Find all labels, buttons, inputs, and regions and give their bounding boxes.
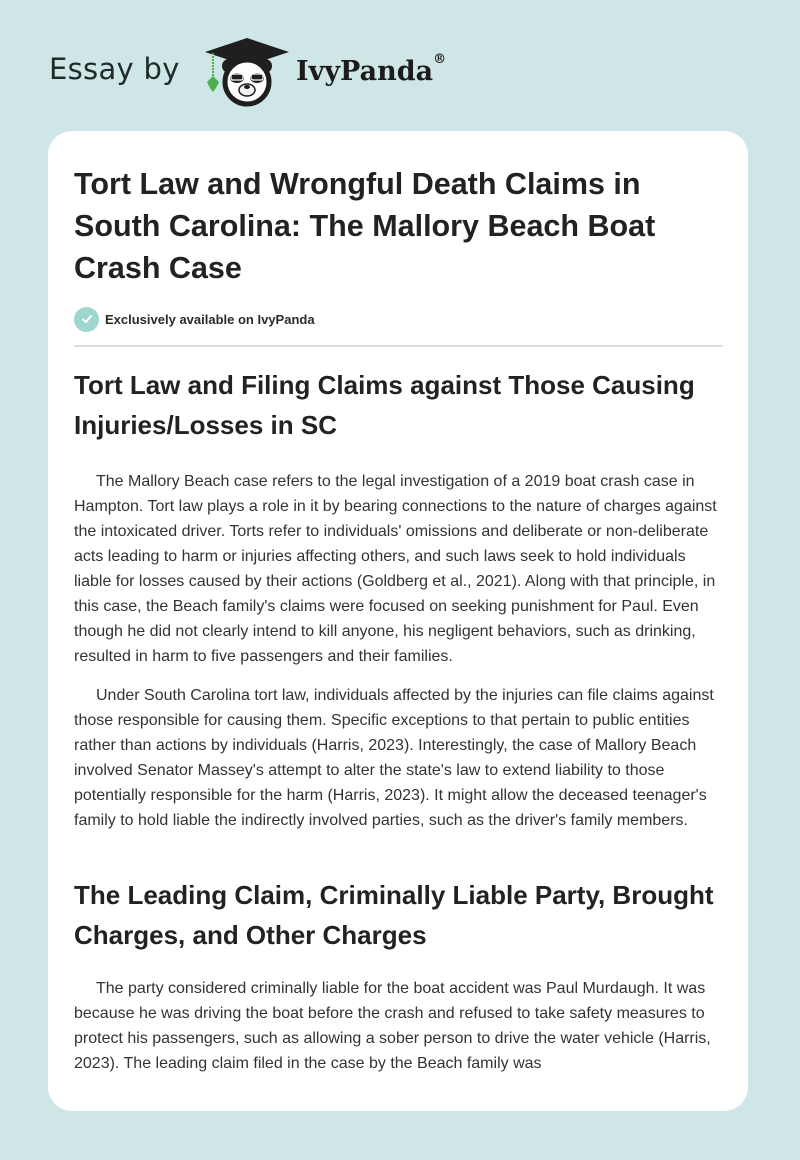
paragraph: The Mallory Beach case refers to the legal investigation of a 2019 boat crash case in Hampton. Tort law plays a role in it by bearing connections to the nature of charges against the intoxicated driver. Torts refer to individuals' omissions and deliberate or non-deliberate acts leading to harm or injuries affecting others, and such laws seek to hold individuals liable for losses caused by their actions (Goldberg et al., 2021). Along with that principle, in this case, the Beach family's claims were focused on seeking punishment for Paul. Even though he did not clearly intend to kill anyone, his negligent behaviors, such as drinking, resulted in harm to five passengers and their families. <box>74 473 717 665</box>
panda-graduate-icon[interactable] <box>203 36 291 108</box>
section-heading: The Leading Claim, Criminally Liable Party, Brought Charges, and Other Charges <box>74 880 714 950</box>
essay-by-label: Essay by <box>49 52 180 86</box>
site-header <box>0 0 800 130</box>
brand-name-text: IvyPanda <box>296 56 434 87</box>
divider <box>74 345 723 347</box>
paragraph: Under South Carolina tort law, individuals affected by the injuries can file claims against those responsible for causing them. Specific exceptions to that pertain to public entities rather than actions by individuals (Harris, 2023). Interestingly, the case of Mallory Beach involved Senator Massey's attempt to alter the state's law to extend liability to those potentially responsible for the harm (Harris, 2023). It might allow the deceased teenager's family to hold liable the indirectly involved parties, such as the driver's family members. <box>74 687 714 829</box>
essay-card <box>48 131 748 1111</box>
check-circle-icon <box>74 307 99 332</box>
registered-mark: ® <box>433 52 447 67</box>
section-heading: Tort Law and Filing Claims against Those Causing Injuries/Losses in SC <box>74 370 695 440</box>
brand-name[interactable] <box>296 52 447 87</box>
paragraph: The party considered criminally liable for the boat accident was Paul Murdaugh. It was because he was driving the boat before the crash and refused to take safety measures to protect his passengers, such as allowing a sober person to drive the water vehicle (Harris, 2023). The leading claim filed in the case by the Beach family was <box>74 980 711 1072</box>
page-title: Tort Law and Wrongful Death Claims in South Carolina: The Mallory Beach Boat Crash Case <box>74 167 656 285</box>
exclusive-label: Exclusively available on IvyPanda <box>105 311 315 327</box>
exclusive-badge <box>74 306 315 332</box>
